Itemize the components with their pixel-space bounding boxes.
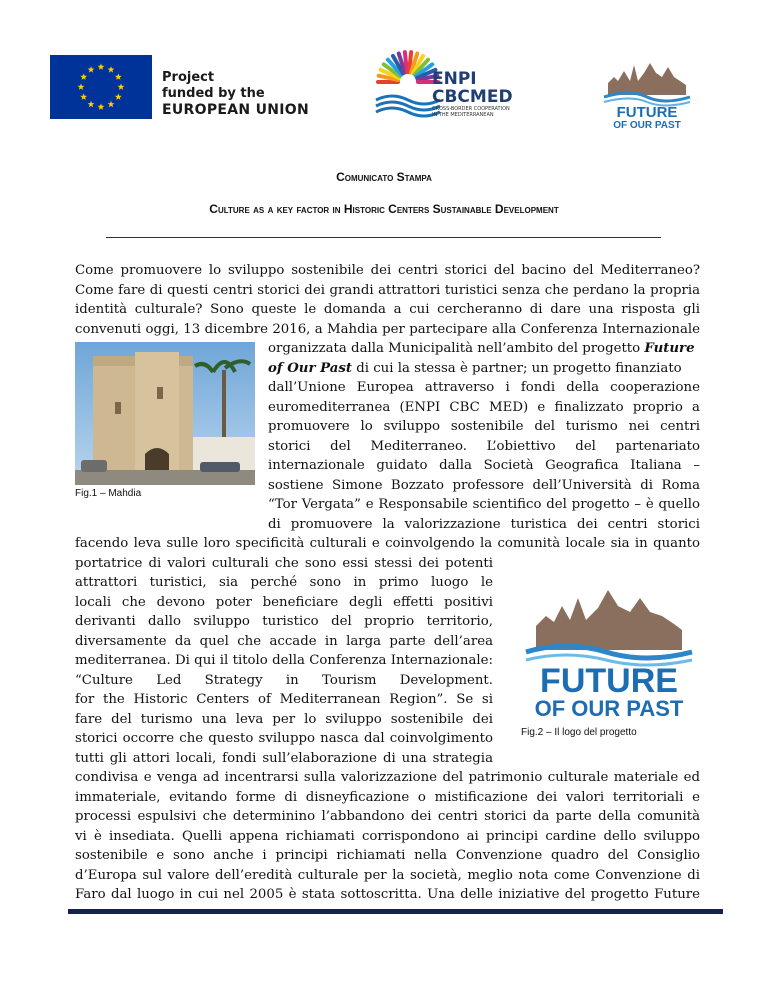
body-text: di cui la stessa è partner; un progetto finanziato <box>352 361 682 376</box>
body-line: identità culturale? Sono queste le domanda a cui cercheranno di dare una risposta gli <box>75 302 700 317</box>
header-logos <box>0 0 768 140</box>
eu-line-2: funded by the <box>162 86 265 101</box>
body-line: storici occorre che questo sviluppo nasca dal coinvolgimento <box>75 731 493 746</box>
title-divider <box>106 237 661 238</box>
body-line: mediterranea. Di qui il titolo della Conferenza Internazionale: <box>75 653 493 668</box>
body-line: processi espulsivi che determinino l’abbandono dei centri storici da parte della comunità <box>75 809 700 824</box>
body-line <box>268 340 695 358</box>
eu-funding-label <box>162 70 309 118</box>
project-name: of Our Past <box>268 361 352 376</box>
body-line: di promuovere la valorizzazione turistica dei centri storici <box>268 517 700 532</box>
body-line: euromediterranea (ENPI CBC MED) e finalizzato proprio a <box>268 400 700 415</box>
figure-1-caption: Fig.1 – Mahdia <box>75 488 142 499</box>
fop-line-1: FUTURE <box>616 104 678 121</box>
body-line: vi è insediata. Quelli appena richiamati corrispondono ai principi cardine dello sviluppo <box>75 829 700 844</box>
enpi-line-1: ENPI <box>432 69 477 89</box>
body-line: promuovere lo sviluppo sostenibile del turismo nei centri <box>268 419 700 434</box>
body-line: facendo leva sulle loro specificità culturali e coinvolgendo la comunità locale sia in quanto <box>75 536 700 551</box>
body-line: “Tor Vergata” e Responsabile scientifico del progetto – è quello <box>268 497 700 512</box>
body-line: internazionale guidato dalla Società Geografica Italiana – <box>268 458 700 473</box>
body-line: convenuti oggi, 13 dicembre 2016, a Mahdia per partecipare alla Conferenza Internazionale <box>75 322 700 337</box>
body-line: condivisa e venga ad incentrarsi sulla valorizzazione del patrimonio culturale materiale ed <box>75 770 700 785</box>
enpi-line-2: CBCMED <box>432 87 513 107</box>
press-release-subtitle: Culture as a key factor in Historic Centers Sustainable Development <box>209 202 559 216</box>
body-line: diversamente da quel che accade in larga parte dell’area <box>75 634 493 649</box>
body-line: Faro dal luogo in cui nel 2005 è stata sottoscritta. Una delle iniziative del progetto Future <box>75 887 700 902</box>
footer-divider <box>68 909 723 914</box>
body-line: tutti gli attori locali, fondi sull’elaborazione di una strategia <box>75 751 493 766</box>
project-logo-figure <box>506 580 711 720</box>
body-text: organizzata dalla Municipalità nell’ambito del progetto <box>268 341 641 356</box>
fop-line-2: OF OUR PAST <box>613 120 681 130</box>
project-name: Future <box>644 341 695 356</box>
body-line: locali che devono poter beneficiare degli effetti positivi <box>75 595 493 610</box>
eu-flag-icon <box>50 55 152 119</box>
eu-line-1: Project <box>162 70 215 85</box>
body-line: fare del turismo una leva per lo sviluppo sostenibile dei <box>75 712 493 727</box>
body-line: derivanti dallo sviluppo turistico del proprio territorio, <box>75 614 493 629</box>
enpi-line-3: CROSS-BORDER COOPERATION IN THE MEDITERRANEAN <box>432 106 510 118</box>
body-line: sostiene Simone Bozzato professore dell’Università di Roma <box>268 478 700 493</box>
fig2-logo-line-2: OF OUR PAST <box>534 696 684 720</box>
fig2-logo-line-1: FUTURE <box>540 662 678 700</box>
figure-2-caption: Fig.2 – Il logo del progetto <box>521 727 637 738</box>
body-line: dall’Unione Europea attraverso i fondi della cooperazione <box>268 380 700 395</box>
enpi-ray-icon <box>405 52 407 72</box>
body-line: Come fare di questi centri storici dei grandi attrattori turistici senza che perdano la propria <box>75 283 700 298</box>
body-line: immateriale, evitando forme di disneyficazione o mistificazione dei valori territoriali e <box>75 790 700 805</box>
future-of-our-past-logo <box>600 55 694 130</box>
press-release-title: Comunicato Stampa <box>336 170 432 184</box>
body-line: d’Europa sul valore dell’eredità culturale per la società, meglio nota come Convenzione di <box>75 868 700 883</box>
body-line: portatrice di valori culturali che sono essi stessi dei potenti <box>75 556 493 571</box>
body-line: attrattori turistici, sia perché sono in primo luogo le <box>75 575 493 590</box>
body-line: storici del Mediterraneo. L’obiettivo del partenariato <box>268 439 700 454</box>
body-line: “Culture Led Strategy in Tourism Development. <box>75 673 493 688</box>
body-line <box>268 360 682 378</box>
body-line: for the Historic Centers of Mediterranean Region”. Se si <box>75 692 493 707</box>
mahdia-photo <box>75 342 255 485</box>
body-line: sostenibile e sono anche i principi richiamati nella Convenzione quadro del Consiglio <box>75 848 700 863</box>
eu-line-3: EUROPEAN UNION <box>162 102 309 118</box>
body-line: Come promuovere lo sviluppo sostenibile dei centri storici del bacino del Mediterraneo? <box>75 263 700 278</box>
enpi-label <box>432 70 513 118</box>
